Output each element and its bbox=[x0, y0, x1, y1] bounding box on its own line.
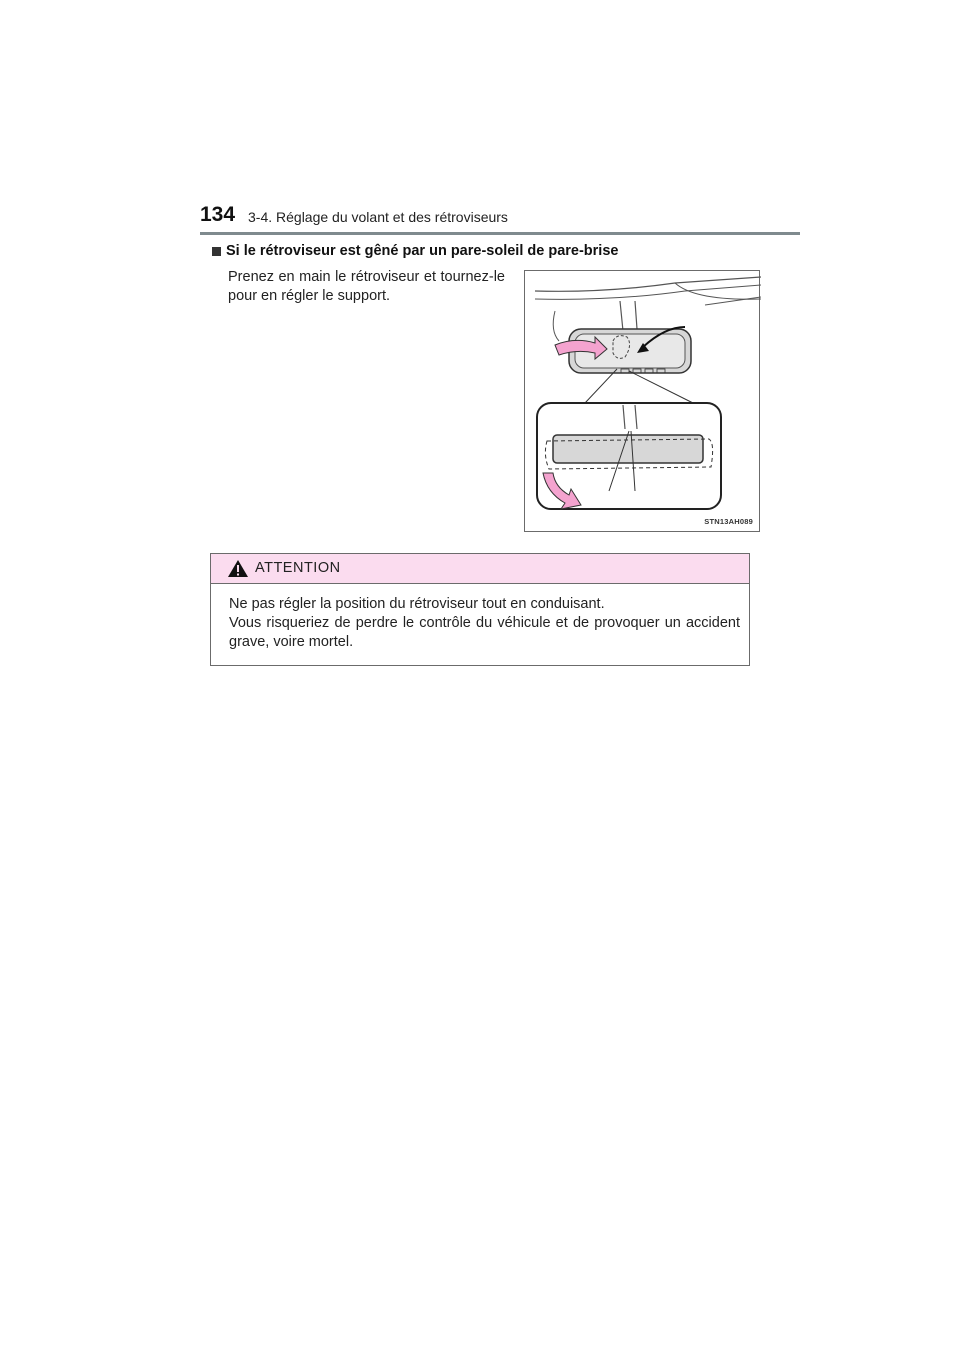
caution-line-2: Vous risqueriez de perdre le contrôle du véhicule et de provoquer un accident grave, voire mortel. bbox=[229, 615, 740, 650]
caution-box bbox=[210, 553, 750, 666]
caution-title: ATTENTION bbox=[255, 560, 341, 576]
page-header bbox=[200, 203, 800, 233]
mirror-adjustment-illustration bbox=[524, 270, 760, 532]
caution-line-1: Ne pas régler la position du rétroviseur tout en conduisant. bbox=[229, 596, 605, 612]
square-bullet-icon bbox=[212, 247, 221, 256]
warning-triangle-icon bbox=[227, 559, 249, 578]
figure-code: STN13AH089 bbox=[704, 517, 753, 526]
header-rule bbox=[200, 232, 800, 235]
caution-header bbox=[211, 554, 749, 584]
instruction-text: Prenez en main le rétroviseur et tournez-le pour en régler le support. bbox=[228, 269, 505, 304]
section-heading bbox=[212, 243, 618, 259]
chapter-title: 3-4. Réglage du volant et des rétroviseurs bbox=[248, 209, 508, 225]
page-number: 134 bbox=[200, 203, 236, 226]
section-heading-text: Si le rétroviseur est gêné par un pare-soleil de pare-brise bbox=[226, 243, 619, 259]
caution-body bbox=[229, 595, 740, 652]
mirror-illustration-drawing bbox=[525, 271, 761, 533]
